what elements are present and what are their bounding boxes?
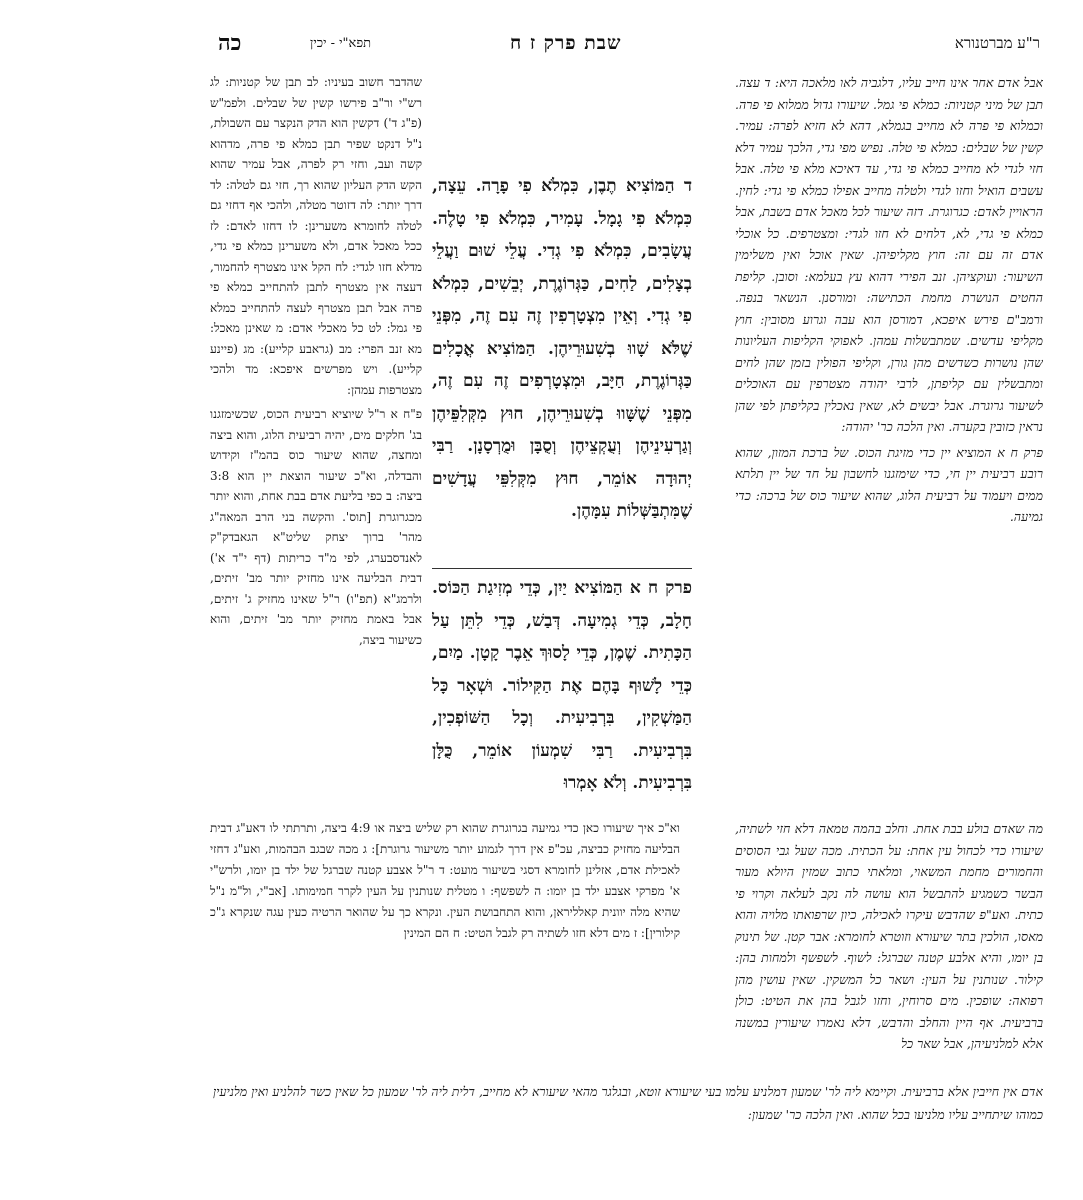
page-number: כה (218, 30, 242, 56)
tiferet-yisrael-commentary (210, 72, 422, 812)
mishnah-chapter8: פרק ח א הַמּוֹצִיא יַיִן, כְּדֵי מְזִיגַת הַכּוֹס. חָלָב, כְּדֵי גְמִיעָה. דְּבַשׁ, כְּדֵי לִתֵּן עַל הַכָּתִית. שֶׁמֶן, כְּדֵי לָסוּךְ אֵבֶר קָטָן. מַיִם, כְּדֵי לָשׁוּף בָּהֶם אֶת הַקִּילוֹר. וּשְׁאָר כָּל הַמַּשְׁקִין, בִּרְבִיעִית. וְכָל הַשּׁוֹפְכִין, בִּרְבִיעִית. רַבִּי שִׁמְעוֹן אוֹמֵר, כֻּלָּן בִּרְבִיעִית. וְלֹא אָמְרוּ (432, 578, 692, 793)
tiferet-continuation: וא"כ איך שיעורו כאן כדי גמיעה בגרוגרת שהוא רק שליש ביצה או 4:9 ביצה, ותרתתי לו דאע"ג דבית הבליעה מחזיק כביצה, עכ"פ אין דרך לגמוע יותר משיעור גרוגרת]: ג מכה שבגב הבהמות, ואע"ג דחזי לאכילת אדם, אזלינן לחומרא דסגי בשיעור מועט: ד ר"ל אצבע קטנה שברגל של ילד בן יומו, ולרש"י א' מפרקי אצבע ילד בן יומו: ה לשפשף: ו מטלית שנותנין על העין לקרר חמימותו. [אב"י, ול"מ נ"ל שהיא מלה יוונית קאלליראן, והוא התחבושת העין. ונקרא כך על שהואר הרטיה כעין עגה שנקרא ג"כ קילורין]: ז מים דלא חזו לשתיה רק לגבל הטיט: ח הם המינין (210, 821, 680, 940)
bartenura-para-1: אבל אדם אחר אינו חייב עליו, דלגביה לאו מלאכה היא: ד עצה. תבן של מיני קטניות: כמלא פי גמל. שיעורו גדול ממלוא פי פרה. וכמלוא פי פרה לא מחייב בגמלא, דהא לא חזיא לפרה: עמיר. קשין של שבלים: כמלא פי טלה. נפיש מפי גדי, הלכך עמיר דלא חזי לגדי לא מחייב כמלא פי גדי, עד דאיכא מלא פי טלה. אבל עשבים הואיל וחזו לגדי ולטלה מחייב אפילו כמלא פי גדי: לחין. הראויין לאדם: כגרוגרת. דזה שיעור לכל מאכל אדם בשבת, אבל כמלא פי גדי, לא, דלחים לא חזו לגדי: ומצטרפים. כל אוכלי אדם זה עם זה: חוץ מקליפיהן. שאין אוכל ואין משלימין השיעור: ועוקציהן. זנב הפירי דהוא עץ בעלמא: וסובן. קליפת החטים הנושרת מחמת הכתישה: ומורסנן. הנשאר בנפה. ורמב"ם פירש איפכא, דמורסן הוא עבה וגרוע מסובין: חוץ מקליפי עדשים. שמתבשלות עמהן. לאפוקי הקליפות העליונות שהן נושרות כשדשים מהן גורן, וקליפי הפולין בזמן שהן לחים ומתבשלין עם קליפתן, לרבי יהודה מצטרפין עם האוכלים לשיעור גרוגרת. אבל יבשים לא, שאין נאכלין בקליפתן לפי שהן נראין כזובין בקערה. ואין הלכה כר' יהודה: (735, 75, 1043, 434)
tiferet-para-2: פ"ח א ר"ל שיוציא רביעית הכוס, שכשימזגנו בג' חלקים מים, יהיה רביעית הלוג, והוא ביצה ומחצה, שהוא שיעור כוס בהמ"ז וקידוש והבדלה, וא"כ שיעור הוצאת יין הוא 3:8 ביצה: ב כפי בליעת אדם בבת אחת, והוא יותר מכגרוגרת [תוס'. והקשה בני הרב המאה"ג מהר' ברוך יצחק שליט"א הגאבדק"ק לאנדסבערג, לפי מ"ד כריתות (דף י"ד א') דבית הבליעה אינו מחזיק יותר מב' זיתים, ולרמג"א (תפ"ו) ר"ל שאינו מחזיק ג' זיתים, אבל באמת מחזיק יותר מב' זיתים, והוא כשיעור ביצה, (210, 407, 422, 647)
bartenura-commentary (735, 72, 1043, 812)
mishnah-text (432, 170, 692, 810)
bartenura-continuation: מה שאדם בולע בבת אחת. וחלב בהמה טמאה דלא חזי לשתיה, שיעורו כדי לכחול עין אחת: על הכתית. מכה שעל גבי הסוסים והחמורים מחמת המשאוי, ומלאתי כתוב שמזין היולא מעור הבשר כשמגיע להתבשל הוא עושה לה נקב לעלאה וקרוי פי כתית. ואע"פ שהדבש עיקרו לאכילה, כיון שרפואתו מלויה והוא מאסו, הולכין בתר שיעורא וזוטרא לחומרא: אבר קטן. של תינוק בן יומו, והיא אלבע קטנה שברגל: לשוף. לשפשף ולמחות בהן: קילור. שנותנין על העין: ושאר כל המשקין. שאין עושין מהן רפואה: שופכין. מים סרוחין, וחזו לגבל בהן את הטיט: כולן ברביעית. אף היין והחלב והדבש, דלא נאמרו שיעורין במשנה אלא למלניעיהן, אבל שאר כל (735, 821, 1043, 1051)
bartenura-footer: אדם אין חייבין אלא ברביעית. וקיימא ליה לר' שמעון דמלניע עלמו בעי שיעורא זוטא, ובגלגר מהאי שיעורא לא מחייב, דלית ליה לר' שמעון כל שאין כשר להלניע ואין מלניעין כמוהו שיתחייב עליו מלניעו בכל שהוא. ואין הלכה כר' שמעון: (213, 1084, 1043, 1122)
header-range: תפא"י - יכין (310, 36, 372, 51)
tiferet-para-1: שהדבר חשוב בעיניו: לב תבן של קטניות: לג רש"י ור"ב פירשו קשין של שבלים. ולפמ"ש (פ"ג ד') דקשין הוא הדק הנקצר עם השבולת, נ"ל דנקט שפיר תבן כמלא פי פרה, מדהוא קשה ועב, וחזי רק לפרה, אבל עמיר שהוא הקש הדק העליון שהוא רך, חזי גם לטלה: לד דרך יותר: לה דזוטר מטלה, ולהכי אף דחזי גם לטלה לחומרא משערינן: לו דחזו לאדם: לז ככל מאכל אדם, ולא משערינן כמלא פי גדי, מדלא חזו לגדי: לח הקל אינו מצטרף להחמור, דעצה אין מצטרף לתבן להתחייב כמלא פי פרה אבל תבן מצטרף לעצה להתחייב כמלא פי גמל: לט כל מאכלי אדם: מ שאינן מאכל: מא זנב הפרי: מב (גראבע קלייע): מג (פיינע קלייע). ויש מפרשים איפכא: מד ולהכי מצטרפות עמהן: (210, 75, 422, 397)
mishnah-divider (432, 568, 692, 569)
page-header (210, 32, 1040, 58)
bartenura-para-2: פרק ח א המוציא יין כדי מזיגת הכוס. של ברכת המזון, שהוא רובע רביעית יין חי, כדי שימזגנו לחשבון על חד של יין תלתא ממים ויעמוד על רביעית הלוג, שהוא שיעור כוס של ברכה: כדי גמיעה. (735, 444, 1043, 524)
page-title: שבת פרק ז ח (510, 32, 622, 54)
mishnah-d: ד הַמּוֹצִיא תֶבֶן, כִּמְלֹא פִי פָרָה. עֵצָה, כִּמְלֹא פִי גָמָל. עָמִיר, כִּמְלֹא פִי טָלֶה. עֲשָׂבִים, כִּמְלֹא פִי גְדִי. עֲלֵי שׁוּם וַעֲלֵי בְצָלִים, לַחִים, כַּגְּרוֹגֶרֶת, יְבֵשִׁים, כִּמְלֹא פִי גְדִי. וְאֵין מִצְטָרְפִין זֶה עִם זֶה, מִפְּנֵי שֶׁלֹּא שָׁווּ בְשִׁעוּרֵיהֶן. הַמּוֹצִיא אֳכָלִים כַּגְּרוֹגֶרֶת, חַיָּב, וּמִצְטָרְפִים זֶה עִם זֶה, מִפְּנֵי שֶׁשָּׁווּ בְשִׁעוּרֵיהֶן, חוּץ מִקְּלִפֵּיהֶן וְגַרְעִינֵיהֶן וְעֻקְצֵיהֶן וְסֻבָּן וּמֻרְסָנָן. רַבִּי יְהוּדָה אוֹמֵר, חוּץ מִקְּלִפֵּי עֲדָשִׁים שֶׁמִּתְבַּשְּׁלוֹת עִמָּהֶן. (432, 176, 692, 521)
header-commentator: ר"ע מברטנורא (954, 34, 1040, 52)
